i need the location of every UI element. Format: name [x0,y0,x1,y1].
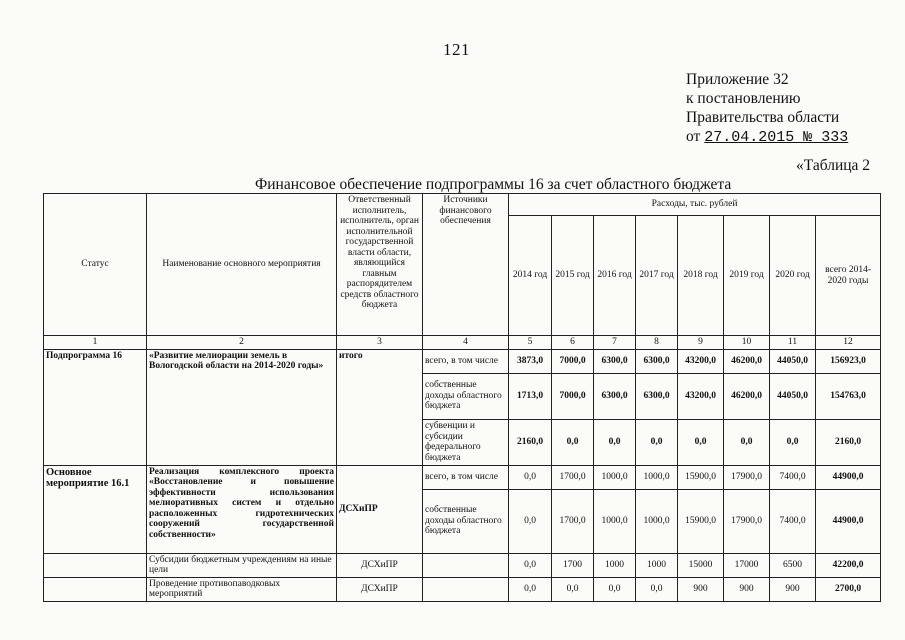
value-cell: 44050,0 [770,349,816,373]
empty-cell [423,553,509,577]
value-cell: 6300,0 [594,373,636,419]
value-cell-total: 44900,0 [816,465,881,489]
value-cell: 2160,0 [509,419,552,465]
value-cell-total: 2700,0 [816,577,881,601]
source-label: собственные доходы областного бюджета [423,373,509,419]
finance-table [43,193,881,602]
col-number: 3 [337,336,423,350]
header-year: 2018 год [678,216,724,336]
value-cell: 1000,0 [636,489,678,553]
col-number: 5 [509,336,552,350]
value-cell: 1700 [552,553,594,577]
value-cell-total: 42200,0 [816,553,881,577]
annex-date-prefix: от [686,128,701,145]
col-number: 2 [147,336,337,350]
header-name: Наименование основного мероприятия [147,194,337,336]
value-cell: 1700,0 [552,489,594,553]
header-year: 2019 год [724,216,770,336]
value-cell: 17900,0 [724,489,770,553]
value-cell: 1000 [636,553,678,577]
header-year: 2017 год [636,216,678,336]
header-sources: Источники финансового обеспечения [423,194,509,336]
value-cell: 3873,0 [509,349,552,373]
value-cell: 7000,0 [552,373,594,419]
value-cell: 1700,0 [552,465,594,489]
source-label: субвенции и субсидии федерального бюджета [423,419,509,465]
col-number: 11 [770,336,816,350]
col-number: 10 [724,336,770,350]
header-year-total: всего 2014-2020 годы [816,216,881,336]
header-status: Статус [44,194,147,336]
value-cell: 0,0 [636,577,678,601]
value-cell: 0,0 [509,553,552,577]
value-cell: 7000,0 [552,349,594,373]
subprogram-responsible: итого [337,349,423,465]
value-cell: 17900,0 [724,465,770,489]
measure-status: Основное мероприятие 16.1 [44,465,147,553]
annex-date: 27.04.2015 № 333 [704,129,849,146]
col-number: 12 [816,336,881,350]
value-cell: 43200,0 [678,373,724,419]
subprogram-name: «Развитие мелиорации земель в Вологодской области на 2014-2020 годы» [147,349,337,465]
column-numbers-row [44,336,881,350]
col-number: 4 [423,336,509,350]
col-number: 7 [594,336,636,350]
value-cell: 6500 [770,553,816,577]
source-label: собственные доходы областного бюджета [423,489,509,553]
value-cell: 0,0 [724,419,770,465]
annex-line-3: Правительства области [686,109,840,126]
subrow-name: Субсидии бюджетным учреждениям на иные цели [147,553,337,577]
col-number: 1 [44,336,147,350]
value-cell: 7400,0 [770,489,816,553]
value-cell: 900 [770,577,816,601]
value-cell: 6300,0 [636,373,678,419]
source-label: всего, в том числе [423,465,509,489]
subrow-responsible: ДСХиПР [337,553,423,577]
empty-cell [423,577,509,601]
value-cell: 0,0 [594,419,636,465]
value-cell: 15900,0 [678,465,724,489]
table-row [44,553,881,577]
value-cell: 7400,0 [770,465,816,489]
value-cell: 900 [724,577,770,601]
table-row [44,465,881,489]
header-expenses: Расходы, тыс. рублей [509,194,881,216]
value-cell: 0,0 [636,419,678,465]
value-cell: 0,0 [509,489,552,553]
col-number: 6 [552,336,594,350]
value-cell: 15000 [678,553,724,577]
value-cell: 1000 [594,553,636,577]
table-row [44,577,881,601]
value-cell: 0,0 [594,577,636,601]
value-cell: 43200,0 [678,349,724,373]
value-cell: 900 [678,577,724,601]
value-cell-total: 2160,0 [816,419,881,465]
value-cell: 0,0 [770,419,816,465]
source-label: всего, в том числе [423,349,509,373]
subrow-name: Проведение противопаводковых мероприятий [147,577,337,601]
value-cell: 0,0 [552,577,594,601]
table-mark: «Таблица 2 [796,157,871,174]
table-title: Финансовое обеспечение подпрограммы 16 за счет областного бюджета [255,176,732,193]
value-cell: 1000,0 [594,489,636,553]
value-cell: 6300,0 [594,349,636,373]
value-cell-total: 156923,0 [816,349,881,373]
col-number: 8 [636,336,678,350]
value-cell: 6300,0 [636,349,678,373]
value-cell: 1713,0 [509,373,552,419]
empty-cell [44,577,147,601]
value-cell: 17000 [724,553,770,577]
page-number: 121 [443,40,470,59]
value-cell: 0,0 [678,419,724,465]
value-cell-total: 154763,0 [816,373,881,419]
value-cell: 46200,0 [724,349,770,373]
value-cell-total: 44900,0 [816,489,881,553]
value-cell: 1000,0 [594,465,636,489]
value-cell: 0,0 [509,465,552,489]
annex-date-line [686,127,848,147]
table-row [44,349,881,373]
empty-cell [44,553,147,577]
value-cell: 0,0 [509,577,552,601]
col-number: 9 [678,336,724,350]
header-year: 2015 год [552,216,594,336]
header-row-1 [44,194,881,216]
value-cell: 46200,0 [724,373,770,419]
value-cell: 0,0 [552,419,594,465]
subprogram-status: Подпрограмма 16 [44,349,147,465]
header-year: 2020 год [770,216,816,336]
value-cell: 1000,0 [636,465,678,489]
header-year: 2016 год [594,216,636,336]
value-cell: 44050,0 [770,373,816,419]
annex-block [686,70,848,147]
annex-line-2: к постановлению [686,90,801,107]
header-responsible: Ответственный исполнитель, исполнитель, орган исполнительной государственной власти области, являющийся главным распорядителем средств областного бюджета [337,194,423,336]
measure-name: Реализация комплексного проекта «Восстановление и повышение эффективности использования мелиоративных систем и отдельно расположенных гидротехнических сооружений государственной собственности» [147,465,337,553]
subrow-responsible: ДСХиПР [337,577,423,601]
header-year: 2014 год [509,216,552,336]
value-cell: 15900,0 [678,489,724,553]
annex-line-1: Приложение 32 [686,71,789,88]
measure-responsible: ДСХиПР [337,465,423,553]
